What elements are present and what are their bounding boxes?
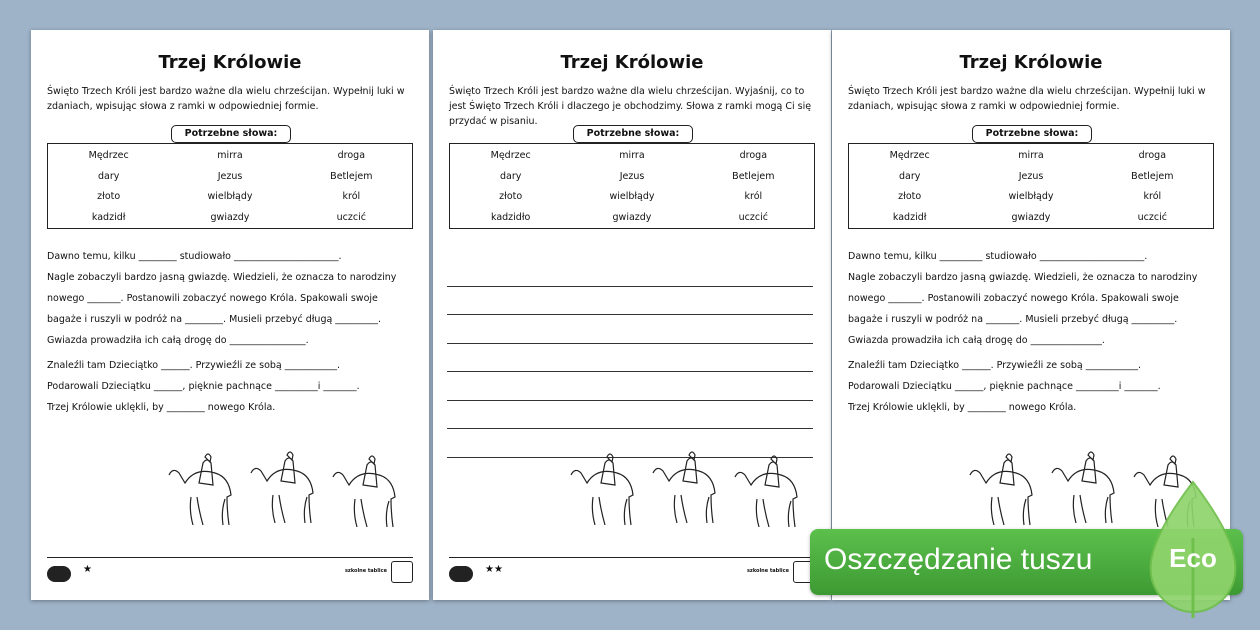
word: uczcić [336, 211, 366, 223]
word-box [47, 143, 413, 229]
word-box-label: Potrzebne słowa: [972, 125, 1092, 143]
text-line: Dawno temu, kilku _________ studiowało ______________________. [848, 251, 1148, 262]
sheet-footer [449, 557, 815, 588]
writing-line [447, 344, 813, 373]
word: mirra [217, 150, 243, 161]
word-box [848, 143, 1214, 229]
text-line: Trzej Królowie uklękli, by ________ nowego Króla. [47, 402, 276, 413]
word: król [1143, 191, 1162, 202]
sheet-footer [47, 557, 413, 588]
word: wielbłądy [609, 191, 655, 202]
word-box [449, 143, 815, 229]
three-kings-camels-illustration [161, 435, 411, 535]
word: król [744, 191, 763, 202]
word: Jezus [619, 170, 645, 182]
word: droga [1138, 150, 1167, 161]
word: mirra [619, 150, 645, 161]
eco-badge: Eco [1169, 543, 1217, 573]
text-line: bagaże i ruszyli w podróż na _______. Musieli przebyć długą _________. [848, 314, 1178, 325]
word: mirra [1018, 150, 1044, 161]
text-line: nowego _______. Postanowili zobaczyć nowego Króla. Spakowali swoje [848, 293, 1179, 304]
ink-saving-text: Oszczędzanie tuszu [824, 543, 1093, 576]
text-line: Gwiazda prowadziła ich całą drogę do _______________. [848, 335, 1105, 346]
word: Betlejem [1131, 170, 1174, 182]
writing-line [447, 258, 813, 287]
word: uczcić [738, 211, 768, 223]
badge-icon [391, 561, 413, 583]
word: uczcić [1137, 211, 1167, 223]
twinkl-logo-icon [449, 566, 473, 582]
word: kadzidło [490, 211, 531, 223]
sheet-title: Trzej Królowie [560, 52, 704, 73]
word: droga [739, 150, 768, 161]
three-kings-camels-illustration [563, 435, 813, 535]
text-line: bagaże i ruszyli w podróż na ________. Musieli przebyć długą _________. [47, 314, 382, 325]
fill-in-text [47, 246, 413, 418]
twinkl-logo-icon [47, 566, 71, 582]
writing-lines [447, 258, 813, 458]
site-name: szkolne tablice [344, 568, 387, 574]
difficulty-stars: ★ [83, 564, 92, 575]
word: Jezus [217, 170, 243, 182]
word: gwiazdy [1011, 211, 1051, 223]
sheet-title: Trzej Królowie [959, 52, 1103, 73]
worksheet-2 [433, 30, 831, 600]
sheet-instructions: Święto Trzech Króli jest bardzo ważne dla wielu chrześcijan. Wypełnij luki w zdaniach, wpisując słowa z ramki w odpowiedniej formie. [848, 86, 1206, 112]
text-line: Podarowali Dzieciątku ______, pięknie pachnące _________i _______. [47, 381, 360, 392]
text-line: Nagle zobaczyli bardzo jasną gwiazdę. Wiedzieli, że oznacza to narodziny [47, 272, 397, 283]
sheet-instructions: Święto Trzech Króli jest bardzo ważne dla wielu chrześcijan. Wypełnij luki w zdaniach, wpisując słowa z ramki w odpowiedniej formie. [47, 86, 405, 112]
word: kadzidł [91, 211, 126, 223]
sheet-title: Trzej Królowie [158, 52, 302, 73]
word: droga [337, 150, 366, 161]
site-name: szkolne tablice [746, 568, 789, 574]
word: wielbłądy [207, 191, 253, 202]
text-line: nowego _______. Postanowili zobaczyć nowego Króla. Spakowali swoje [47, 293, 378, 304]
word: Mędrzec [88, 150, 129, 161]
sheet-instructions: Święto Trzech Króli jest bardzo ważne dla wielu chrześcijan. Wyjaśnij, co to jest Święto Trzech Króli i dlaczego je obchodzimy. Słowa z ramki mogą Ci się przydać w pisaniu. [449, 86, 812, 127]
difficulty-stars: ★★ [485, 564, 503, 575]
word: Mędrzec [889, 150, 930, 161]
word: król [342, 191, 361, 202]
word: Betlejem [732, 170, 775, 182]
word-box-label: Potrzebne słowa: [171, 125, 291, 143]
word: dary [97, 170, 120, 182]
word: kadzidł [892, 211, 927, 223]
writing-line [447, 401, 813, 430]
word: wielbłądy [1008, 191, 1054, 202]
fill-in-text [848, 246, 1214, 418]
word: dary [499, 170, 522, 182]
word: Betlejem [330, 170, 373, 182]
word: Jezus [1018, 170, 1044, 182]
word: gwiazdy [210, 211, 250, 223]
word: złoto [898, 191, 922, 202]
text-line: Nagle zobaczyli bardzo jasną gwiazdę. Wiedzieli, że oznacza to narodziny [848, 272, 1198, 283]
writing-line [447, 315, 813, 344]
text-line: Trzej Królowie uklękli, by ________ nowego Króla. [848, 402, 1077, 413]
text-line: Podarowali Dzieciątku ______, pięknie pachnące _________i _______. [848, 381, 1161, 392]
word: dary [898, 170, 921, 182]
word: Mędrzec [490, 150, 531, 161]
worksheet-1 [31, 30, 429, 600]
word-box-label: Potrzebne słowa: [573, 125, 693, 143]
text-line: Znaleźli tam Dzieciątko ______. Przywieźli ze sobą ___________. [47, 360, 341, 371]
word: złoto [499, 191, 523, 202]
text-line: Gwiazda prowadziła ich całą drogę do ________________. [47, 335, 309, 346]
word: gwiazdy [612, 211, 652, 223]
text-line: Dawno temu, kilku ________ studiowało ______________________. [47, 251, 342, 262]
text-line: Znaleźli tam Dzieciątko ______. Przywieźli ze sobą ___________. [848, 360, 1142, 371]
word: złoto [97, 191, 121, 202]
writing-line [447, 287, 813, 316]
writing-line [447, 372, 813, 401]
